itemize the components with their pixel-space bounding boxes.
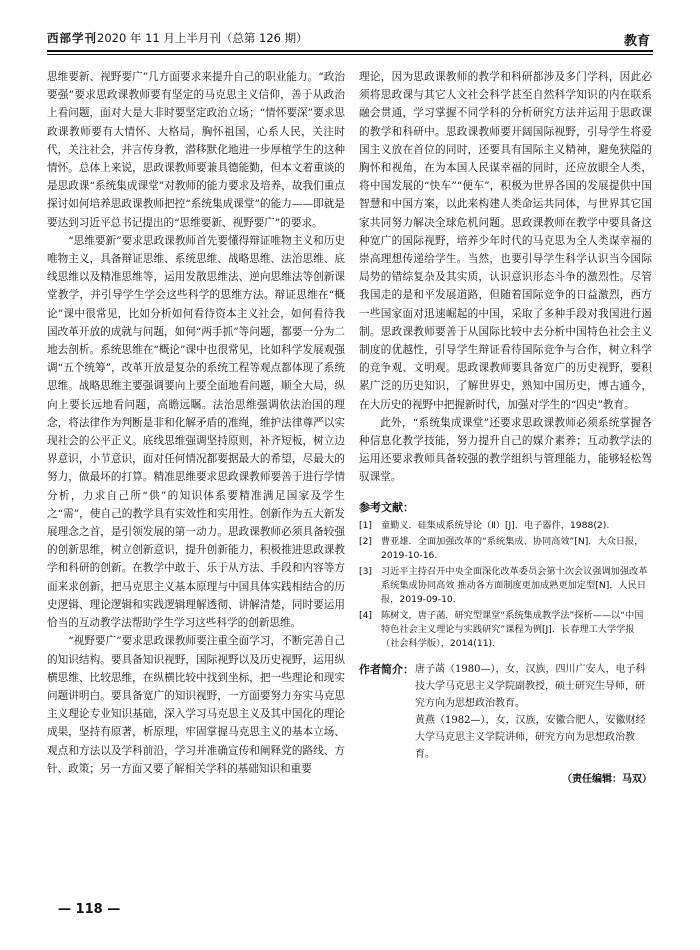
- reference-text: 习近平主持召开中央全面深化改革委员会第十次会议强调加强改革系统集成协同高效 推动各方面制度更加成熟更加定型[N]．人民日报，2019-09-10.: [381, 565, 648, 605]
- reference-number: [1]: [359, 519, 373, 531]
- right-column: [359, 68, 652, 789]
- paragraph: “视野要广”要求思政课教师要注重全面学习，不断完善自己的知识结构。要具备知识视野，国际视野以及历史视野，运用纵横思维、比较思维，在纵横比较中找到坐标，把一些理论和现实问题讲明白。要具备宽广的知识视野，一方面要努力夯实马克思主义理论专业知识基础，深入学习马克思主义及其中国化的理论成果，坚持有原著，析原理，牢固掌握马克思主义的基本立场、观点和方法以及学科前沿，学习并准确宣传和阐释党的路线、方针、政策；另一方面又要了解相关学科的基础知识和重要: [47, 635, 345, 775]
- author-entry: 黄燕（1982—），女，汉族，安徽合肥人，安徽财经大学马克思主义学院讲师，研究方向为思想政治教育。: [415, 714, 646, 760]
- journal-name: 西部学刊: [47, 31, 97, 45]
- author-intro: [359, 661, 652, 763]
- author-intro-body: [415, 661, 652, 763]
- paragraph: “思维要新”要求思政课教师首先要懂得辩证唯物主义和历史唯物主义，具备辩证思维、系统思维、战略思维、法治思维、底线思维以及精准思维等，运用发散思维法、逆向思维法等创新课堂教学，并引导学生学会这些科学的思维方法。辩证思维在“概论”课中很常见，比如分析如何看待资本主义社会，如何看待我国改革开放的成就与问题，如何“两手抓”等问题，都要一分为二地去剖析。系统思维在“概论”课中也很常见，比如科学发展观强调“五个统筹”，改革开放是复杂的系统工程等观点都体现了系统思维。战略思维主要强调要向上要全面地看问题，顺全大局，纵向上要长远地看问题，高瞻远瞩。法治思维强调依法治国的理念，将法律作为判断是非和化解矛盾的准绳，维护法律尊严以实现社会的公平正义。底线思维强调坚持原则，补齐短板，树立边界意识，小节意识，面对任何情况都要据最大的希望，尽最大的努力，做最坏的打算。精准思维要求思政课教师要善于进行学情分析，力求自己所“供”的知识体系要精准满足国家及学生之“需”，使自己的教学具有实效性和实用性。创新作为五大新发展理念之首，是引领发展的第一动力。思政课教师必须具备较强的创新思维，树立创新意识，提升创新能力，积极推进思政课教学和科研的创新。在教学中敢于、乐于从方法、手段和内容等方面来求创新，把马克思主义基本原理与中国具体实践相结合的历史逻辑、理论逻辑和实践逻辑理解透彻、讲解清楚，同时要运用恰当的互动教学法帮助学生学习这些科学的创新思维。: [47, 234, 345, 630]
- paragraph: 理论，因为思政课教师的教学和科研都涉及多门学科，因此必须将思政课与其它人文社会科学甚至自然科学知识的内在联系融会贯通，学习掌握不同学科的分析研究方法并运用于思政课的教学和科研中。思政课教师要开阔国际视野，引导学生将爱国主义放在首位的同时，还要具有国际主义精神，避免狭隘的胸怀和视角，在为本国人民谋幸福的同时，还应放眼全人类，将中国发展的“快车”“便车”，积极为世界各国的发展提供中国智慧和中国方案，以此来构建人类命运共同体，与世界其它国家共同努力解决全球危机问题。思政课教师在教学中要具备这种宽广的国际视野，培养少年时代的马克思为全人类谋幸福的崇高理想传递给学生。当然，也要引导学生科学认识当今国际局势的错综复杂及其实质，认识意识形态斗争的激烈性。尽管我国走的是和平发展道路，但随着国际竞争的日益激烈，西方一些国家面对迅速崛起的中国，采取了多种手段对我国进行遏制。思政课教师要善于从国际比较中去分析中国特色社会主义制度的优越性，引导学生辩证看待国际竞争与合作，树立科学的竞争观、文明观。思政课教师要具备宽广的历史视野，要积累广泛的历史知识，了解世界史，熟知中国历史，博古通今，在大历史的视野中把握新时代，加强对学生的“四史”教育。: [359, 71, 652, 411]
- running-header-left: [47, 30, 308, 46]
- reference-text: 陈树文，唐子菡．研究型课堂“系统集成教学法”探析——以“中国特色社会主义理论与实践研究”课程为例[J]．长春理工大学学报（社会科学版），2014(11).: [381, 609, 644, 649]
- reference-item: [359, 535, 652, 563]
- reference-item: [359, 519, 652, 533]
- paragraph: 此外，“系统集成课堂”还要求思政课教师必须系统掌握各种信息化教学技能，努力提升自己的媒介素养；互动教学法的运用还要求教师具备较强的教学组织与管理能力，能够轻松驾驭课堂。: [359, 416, 652, 484]
- left-column: [47, 68, 345, 778]
- page-number: — 118 —: [58, 902, 121, 917]
- header-rule-thin: [47, 54, 653, 55]
- reference-text: 曹亚雄．全面加强改革的“系统集成、协同高效”[N]．大众日报，2019-10-16.: [381, 535, 644, 561]
- reference-number: [3]: [359, 565, 373, 577]
- responsible-editor: （责任编辑：马双）: [562, 773, 652, 785]
- author-intro-label: 作者简介：: [359, 662, 414, 676]
- reference-number: [2]: [359, 535, 373, 547]
- issue-info: 2020 年 11 月上半月刊（总第 126 期）: [97, 31, 308, 45]
- references-title: 参考文献：: [359, 500, 414, 514]
- paragraph: 思维要新、视野要广”几方面要求来提升自己的职业能力。“政治要强”要求思政课教师要有坚定的马克思主义信仰，善于从政治上看问题，面对大是大非时要坚定政治立场；“情怀要深”要求思政课教师要有大情怀、大格局，胸怀祖国，心系人民，关注时代，关注社会，并言传身教，潜移默化地进一步厚植学生的这种情怀。总体上来说，思政课教师要兼具德能勤，但本文着重谈的是思政课“系统集成课堂”对教师的能力要求及培养，故我们重点探讨如何培养思政课教师把控“系统集成课堂”的能力——即就是要达到习近平总书记提出的“思维要新、视野要广”的要求。: [47, 71, 345, 229]
- author-entry: 唐子菡（1980—），女，汉族，四川广安人，电子科技大学马克思主义学院副教授，硕士研究生导师，研究方向为思想政治教育。: [415, 663, 646, 709]
- reference-item: [359, 609, 652, 651]
- reference-text: 童勤义．硅集成系统导论（Ⅱ）[J]．电子器件，1988(2).: [381, 519, 610, 531]
- reference-number: [4]: [359, 609, 373, 621]
- header-rule-thick: [47, 50, 653, 52]
- section-label: 教育: [623, 34, 650, 49]
- reference-item: [359, 565, 652, 607]
